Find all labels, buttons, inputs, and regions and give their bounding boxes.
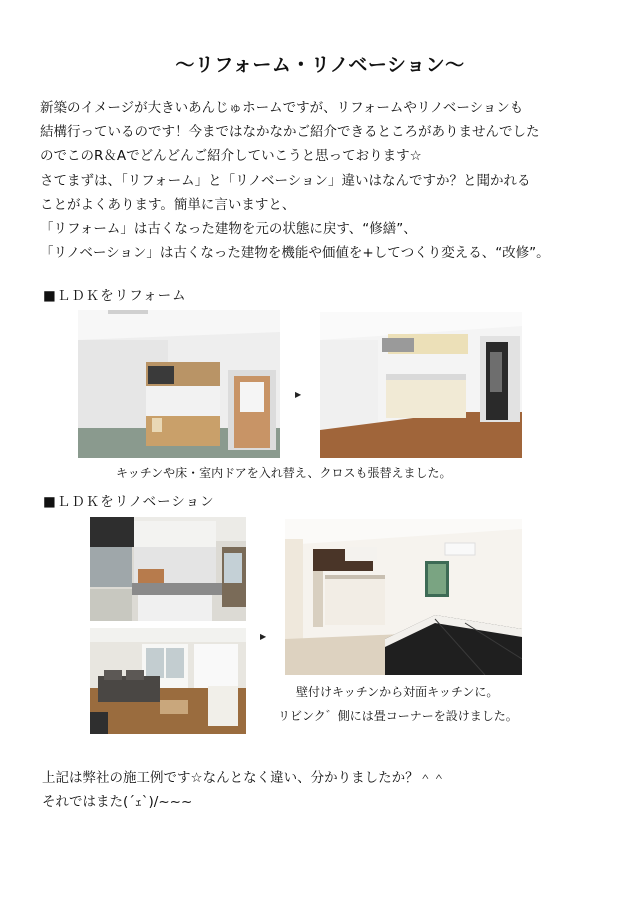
arrow-icon: ▶ [295,390,302,399]
intro-line: 「リフォーム」は古くなった建物を元の状態に戻す、“修繕”、 [40,221,417,238]
renovation-caption-line2: リビンク゛側には畳コーナーを設けました。 [278,709,518,723]
intro-line: 新築のイメージが大きいあんじゅホームですが、リフォームやリノベーションも [40,100,524,116]
before-renovation-living-photo [90,628,246,734]
intro-paragraph [40,96,615,265]
intro-line: のでこのR＆Aでどんどんご紹介していこうと思っております☆ [40,148,422,165]
arrow-icon: ▶ [260,632,267,641]
closing-line: それではまた(´ｪ`)/~~~ [42,794,193,810]
reform-caption: キッチンや床・室内ドアを入れ替え、クロスも張替えました。 [116,466,452,480]
intro-line: ことがよくあります。簡単に言いますと、 [40,196,296,213]
renovation-caption-line1: 壁付けキッチンから対面キッチンに。 [296,685,499,699]
closing-paragraph [42,766,446,814]
closing-line: 上記は弊社の施工例です☆なんとなく違い、分かりましたか？＾＾ [42,770,446,786]
section-heading-reform: ■ＬＤＫをリフォーム [43,288,187,304]
intro-line: さてまずは、「リフォーム」と「リノベーション」違いはなんですか？と聞かれる [40,172,531,189]
after-renovation-photo [285,519,522,675]
section-heading-renovation: ■ＬＤＫをリノベーション [43,494,215,510]
intro-line: 結構行っているのです！今まではなかなかご紹介できるところがありませんでした [40,124,540,141]
page-title: ～リフォーム・リノベーション～ [175,54,465,76]
intro-line: 「リノベーション」は古くなった建物を機能や価値を+してつくり変える、“改修”。 [40,245,550,262]
before-renovation-kitchen-photo [90,517,246,621]
after-reform-photo [320,312,522,458]
before-reform-photo [78,310,280,458]
